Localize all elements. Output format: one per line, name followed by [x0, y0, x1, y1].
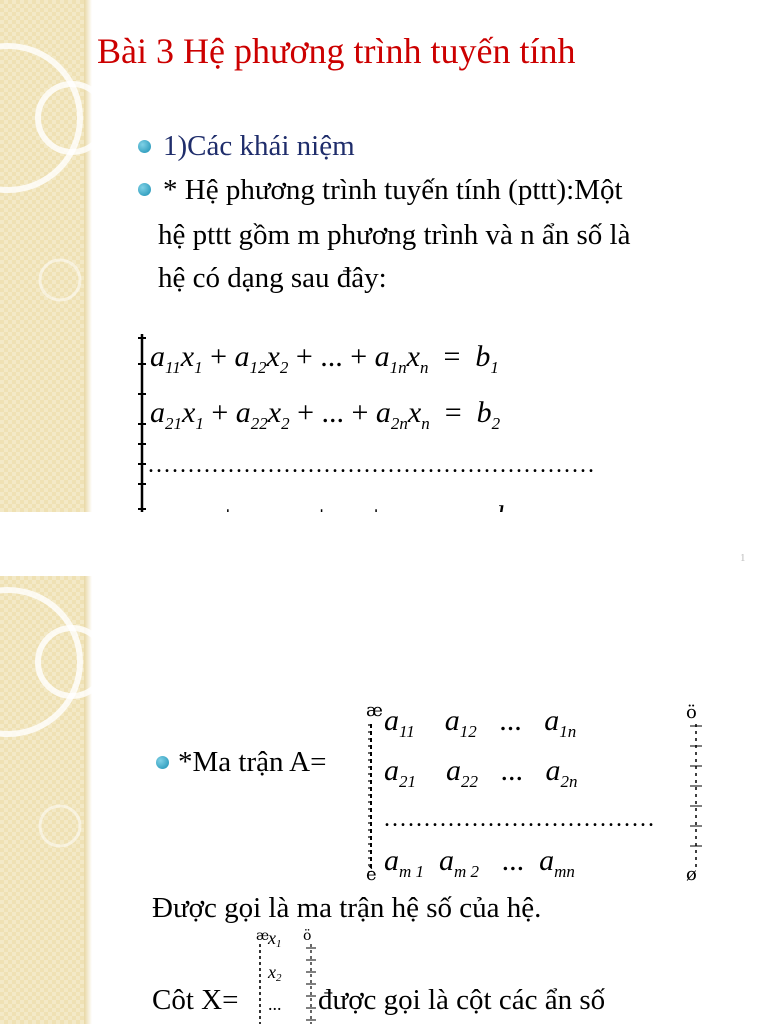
column-label: Côt X= — [152, 984, 239, 1016]
matrix-row-2: $a_{21}$ $a_{22}$ ... $a_{2n}$ — [384, 754, 578, 791]
column-entry-2: $x_2$ — [268, 962, 282, 984]
matrix-row-1: $a_{11}$ $a_{12}$ ... $a_{1n}$ — [384, 704, 577, 741]
definition-line-3: hệ có dạng sau đây: — [158, 262, 387, 294]
slide-title: Bài 3 Hệ phương trình tuyến tính — [97, 31, 576, 71]
page-number: 1 — [740, 552, 746, 564]
equation-row-2: $a_{21}x_1 + a_{22}x_2$ + ... + $a_{2n}x_n = b_2$ — [150, 396, 501, 433]
svg-text:ö: ö — [303, 928, 312, 944]
column-dots: ... — [268, 994, 282, 1014]
svg-text:ø: ø — [686, 864, 697, 885]
svg-text:ö: ö — [686, 702, 697, 723]
matrix-label: *Ma trận A= — [178, 746, 327, 778]
definition-line-1: * Hệ phương trình tuyến tính (pttt):Một — [163, 174, 623, 206]
decorative-circles — [0, 576, 100, 1024]
slide-2 — [0, 576, 768, 1024]
bullet-dot — [138, 183, 151, 196]
matrix-right-bracket — [684, 702, 706, 885]
column-entry-1: $x_1$ — [268, 928, 282, 950]
equation-dots-row: ........................................................ — [148, 452, 596, 478]
bullet-dot — [138, 140, 151, 153]
equation-row-1: $a_{11}x_1 + a_{12}x_2$ + ... + $a_{1n}x_n = b_1$ — [150, 340, 499, 377]
svg-text:æ: æ — [366, 700, 383, 721]
matrix-dots-row: .................................. — [384, 806, 656, 832]
decorative-circles — [0, 0, 100, 512]
bullet-concepts: 1)Các khái niệm — [163, 130, 355, 162]
svg-text:è: è — [366, 864, 377, 885]
slide-gap — [0, 512, 768, 576]
matrix-caption: Được gọi là ma trận hệ số của hệ. — [152, 892, 542, 924]
svg-text:æ: æ — [256, 928, 270, 944]
definition-line-2: hệ pttt gồm m phương trình và n ẩn số là — [158, 219, 631, 251]
column-right-bracket — [302, 928, 318, 1024]
bullet-dot — [156, 756, 169, 769]
column-caption: được gọi là cột các ẩn số — [318, 984, 606, 1016]
matrix-row-m: $a_{m 1}$ $a_{m 2}$ ... $a_{mn}$ — [384, 844, 575, 881]
